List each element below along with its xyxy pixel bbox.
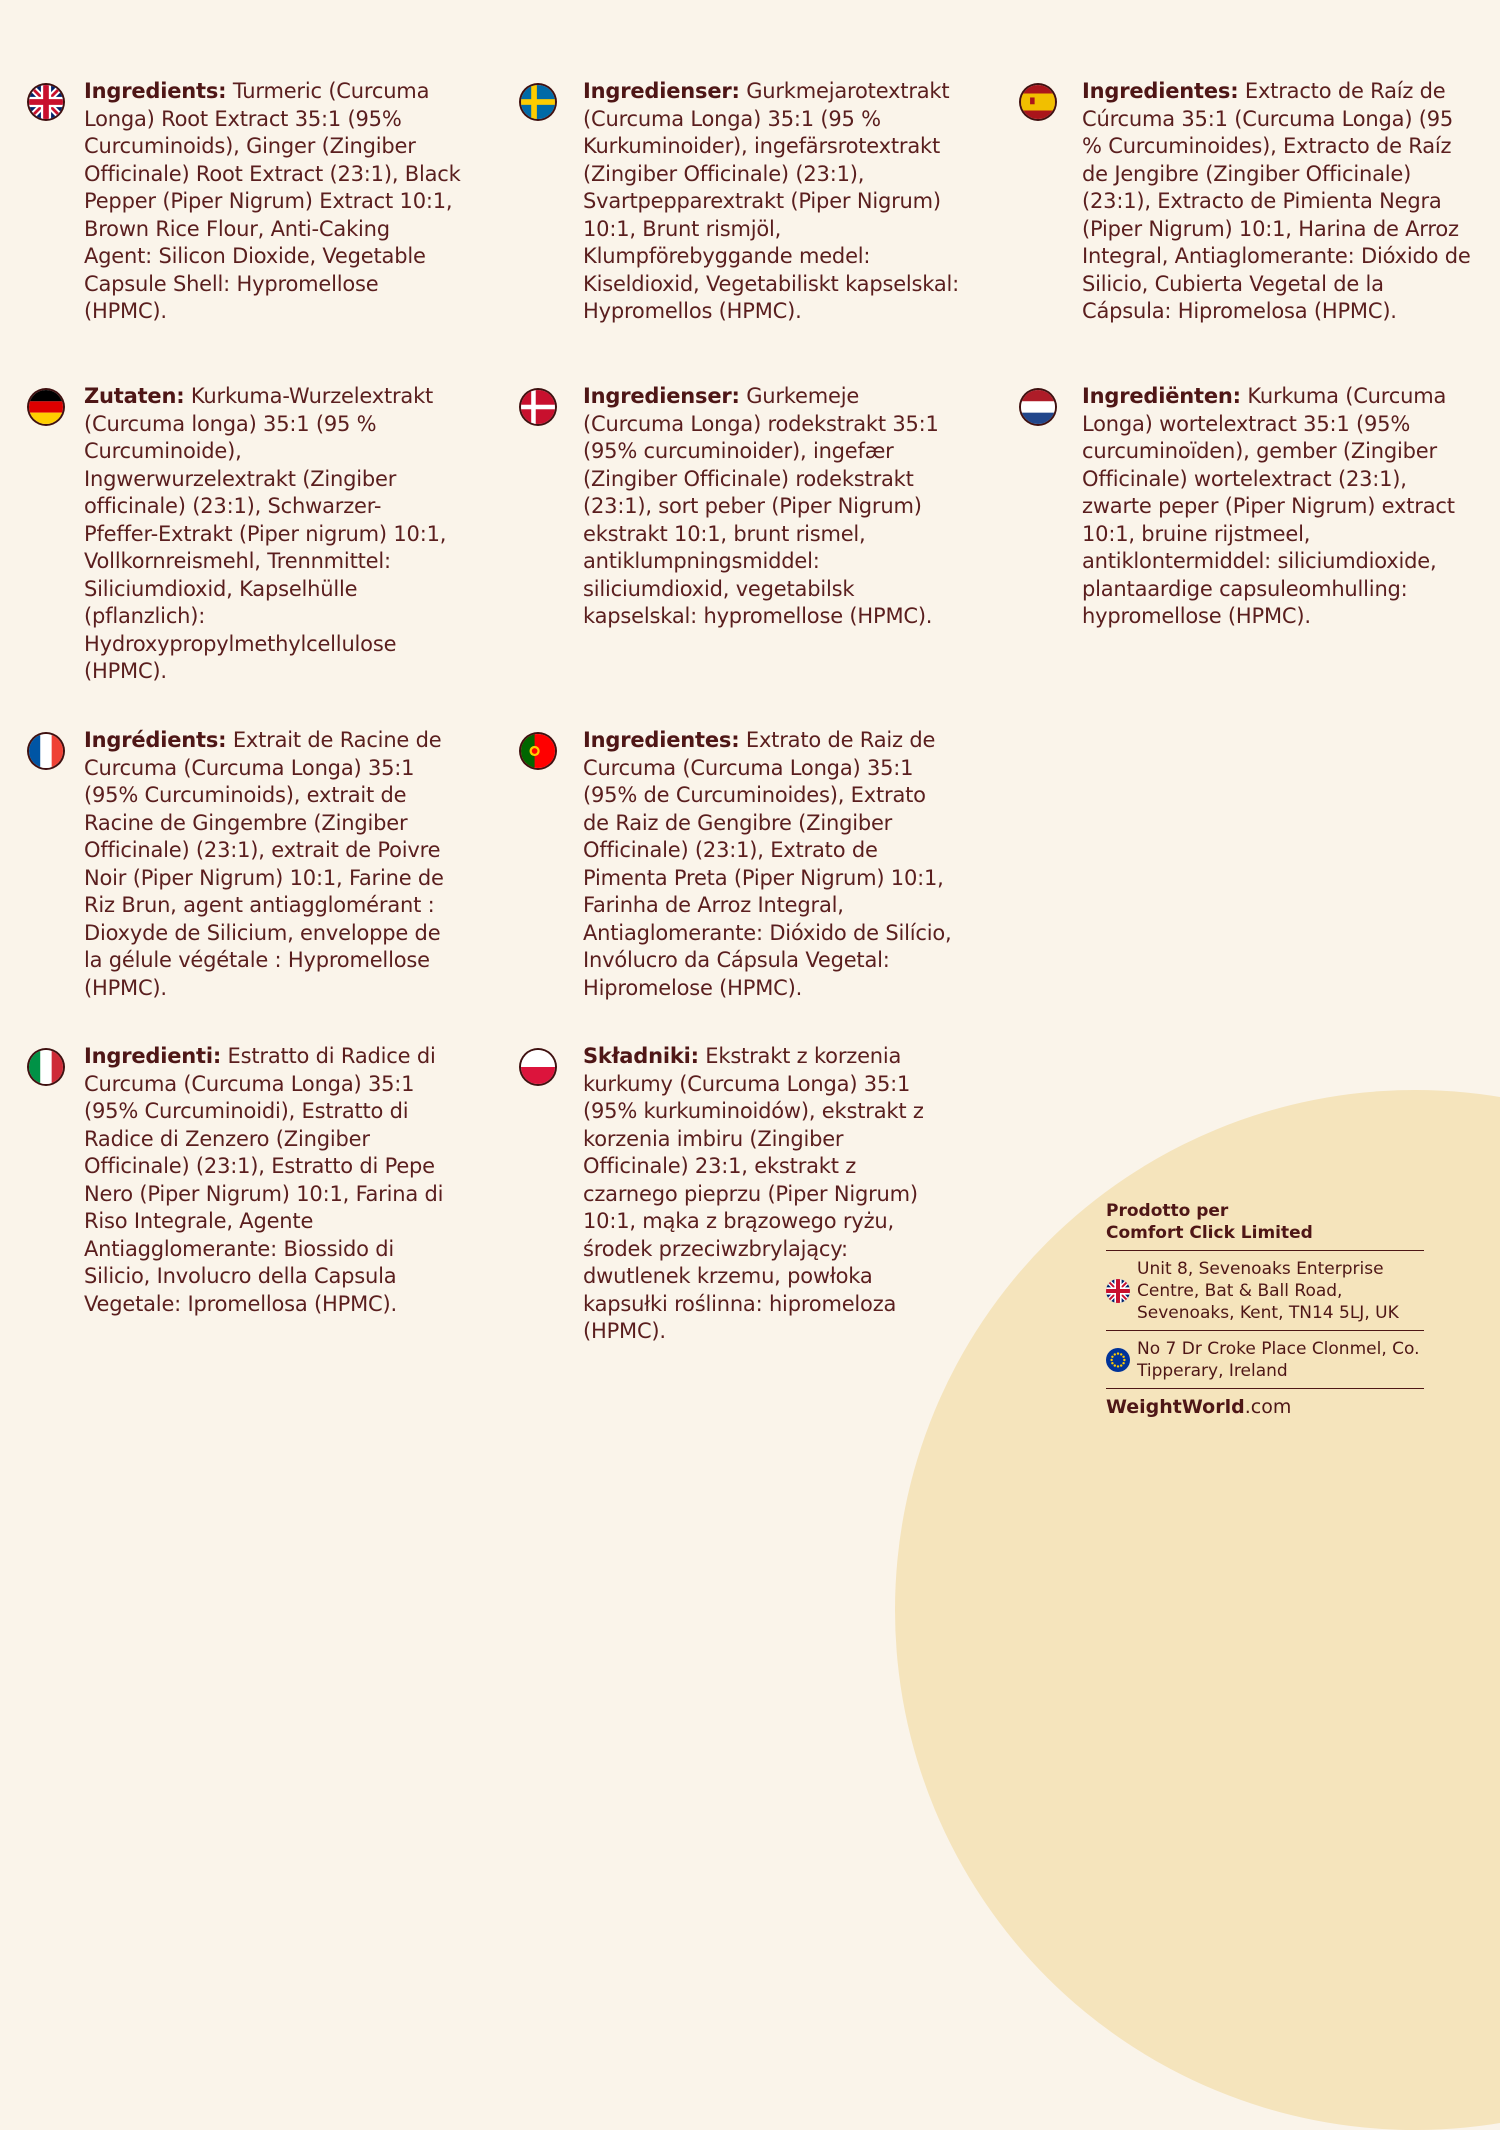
france-flag-icon [29, 734, 63, 768]
ingredients-italian [84, 1043, 454, 1318]
uk-address: Unit 8, Sevenoaks Enterprise Centre, Bat & Ball Road, Sevenoaks, Kent, TN14 5LJ, UK [1137, 1259, 1399, 1323]
ingredients-danish [583, 383, 958, 631]
netherlands-flag-icon [1021, 390, 1055, 424]
uk-flag-icon [1106, 1279, 1130, 1303]
ingredients-french [84, 727, 464, 1002]
uk-flag-icon [29, 85, 63, 119]
divider [1106, 1250, 1424, 1251]
block-label: Ingredienser: [583, 384, 740, 408]
block-text: Gurkmejarotextrakt (Curcuma Longa) 35:1 (95 % Kurkuminoider), ingefärsrotextrakt (Zingiber Officinale) (23:1), Svartpepparextrakt (Piper Nigrum) 10:1, Brunt rismjöl, Klumpförebyggande medel: Kiseldioxid, Vegetabiliskt kapselskal: Hypromellos (HPMC). [583, 79, 960, 323]
manufacturer-info [1106, 1200, 1424, 1418]
uk-address-row [1106, 1258, 1424, 1324]
block-text: Kurkuma (Curcuma Longa) wortelextract 35:1 (95% curcuminoïden), gember (Zingiber Officinale) wortelextract (23:1), zwarte peper (Piper Nigrum) extract 10:1, bruine rijstmeel, antiklontermiddel: siliciumdioxide, plantaardige capsuleomhulling: hypromellose (HPMC). [1082, 384, 1455, 628]
block-label: Zutaten: [84, 384, 185, 408]
ingredients-german [84, 383, 454, 686]
website [1106, 1396, 1424, 1418]
ingredients-english [84, 78, 464, 326]
block-text: Extrato de Raiz de Curcuma (Curcuma Longa) 35:1 (95% de Curcuminoides), Extrato de Raiz de Gengibre (Zingiber Officinale) (23:1), Extrato de Pimenta Preta (Piper Nigrum) 10:1, Farinha de Arroz Integral, Antiaglomerante: Dióxido de Silício, Invólucro da Cápsula Vegetal: Hipromelose (HPMC). [583, 728, 952, 1000]
portugal-flag-icon [521, 734, 555, 768]
germany-flag-icon [29, 390, 63, 424]
block-label: Ingredientes: [583, 728, 740, 752]
eu-address: No 7 Dr Croke Place Clonmel, Co. Tipperary, Ireland [1137, 1339, 1420, 1381]
italy-flag-icon [29, 1050, 63, 1084]
manufacturer-header-line2: Comfort Click Limited [1106, 1223, 1313, 1243]
ingredients-polish [583, 1043, 943, 1346]
block-text: Extracto de Raíz de Cúrcuma 35:1 (Curcuma Longa) (95 % Curcuminoides), Extracto de Raíz de Jengibre (Zingiber Officinale) (23:1), Extracto de Pimienta Negra (Piper Nigrum) 10:1, Harina de Arroz Integral, Antiaglomerante: Dióxido de Silicio, Cubierta Vegetal de la Cápsula: Hipromelosa (HPMC). [1082, 79, 1471, 323]
ingredients-spanish [1082, 78, 1472, 326]
manufacturer-header-line1: Prodotto per [1106, 1201, 1229, 1221]
block-text: Kurkuma-Wurzelextrakt (Curcuma longa) 35:1 (95 % Curcuminoide), Ingwerwurzelextrakt (Zingiber officinale) (23:1), Schwarzer-Pfeffer-Extrakt (Piper nigrum) 10:1, Vollkornreismehl, Trennmittel: Siliciumdioxid, Kapselhülle (pflanzlich): Hydroxypropylmethylcellulose (HPMC). [84, 384, 447, 683]
sweden-flag-icon [521, 85, 555, 119]
block-text: Estratto di Radice di Curcuma (Curcuma Longa) 35:1 (95% Curcuminoidi), Estratto di Radice di Zenzero (Zingiber Officinale) (23:1), Estratto di Pepe Nero (Piper Nigrum) 10:1, Farina di Riso Integrale, Agente Antiagglomerante: Biossido di Silicio, Involucro della Capsula Vegetale: Ipromellosa (HPMC). [84, 1044, 444, 1316]
block-label: Ingredienti: [84, 1044, 222, 1068]
website-domain: .com [1244, 1396, 1292, 1418]
website-brand: WeightWorld [1106, 1396, 1245, 1418]
divider [1106, 1388, 1424, 1389]
eu-address-row [1106, 1338, 1424, 1382]
block-text: Turmeric (Curcuma Longa) Root Extract 35:1 (95% Curcuminoids), Ginger (Zingiber Officinale) Root Extract (23:1), Black Pepper (Piper Nigrum) Extract 10:1, Brown Rice Flour, Anti-Caking Agent: Silicon Dioxide, Vegetable Capsule Shell: Hypromellose (HPMC). [84, 79, 461, 323]
poland-flag-icon [521, 1050, 555, 1084]
block-text: Extrait de Racine de Curcuma (Curcuma Longa) 35:1 (95% Curcuminoids), extrait de Racine de Gingembre (Zingiber Officinale) (23:1), extrait de Poivre Noir (Piper Nigrum) 10:1, Farine de Riz Brun, agent antiagglomérant : Dioxyde de Silicium, enveloppe de la gélule végétale : Hypromellose (HPMC). [84, 728, 444, 1000]
block-label: Składniki: [583, 1044, 699, 1068]
divider [1106, 1330, 1424, 1331]
block-text: Gurkemeje (Curcuma Longa) rodekstrakt 35:1 (95% curcuminoider), ingefær (Zingiber Officinale) rodekstrakt (23:1), sort peber (Piper Nigrum) ekstrakt 10:1, brunt rismel, antiklumpningsmiddel: siliciumdioxid, vegetabilsk kapselskal: hypromellose (HPMC). [583, 384, 939, 628]
eu-flag-icon [1106, 1348, 1130, 1372]
ingredients-dutch [1082, 383, 1462, 631]
block-label: Ingredients: [84, 79, 227, 103]
spain-flag-icon [1021, 85, 1055, 119]
block-label: Ingredientes: [1082, 79, 1239, 103]
block-label: Ingredienser: [583, 79, 740, 103]
ingredients-swedish [583, 78, 968, 326]
ingredients-portuguese [583, 727, 958, 1002]
block-text: Ekstrakt z korzenia kurkumy (Curcuma Longa) 35:1 (95% kurkuminoidów), ekstrakt z korzenia imbiru (Zingiber Officinale) 23:1, ekstrakt z czarnego pieprzu (Piper Nigrum) 10:1, mąka z brązowego ryżu, środek przeciwzbrylający: dwutlenek krzemu, powłoka kapsułki roślinna: hipromeloza (HPMC). [583, 1044, 924, 1343]
block-label: Ingrédients: [84, 728, 227, 752]
block-label: Ingrediënten: [1082, 384, 1241, 408]
denmark-flag-icon [521, 390, 555, 424]
